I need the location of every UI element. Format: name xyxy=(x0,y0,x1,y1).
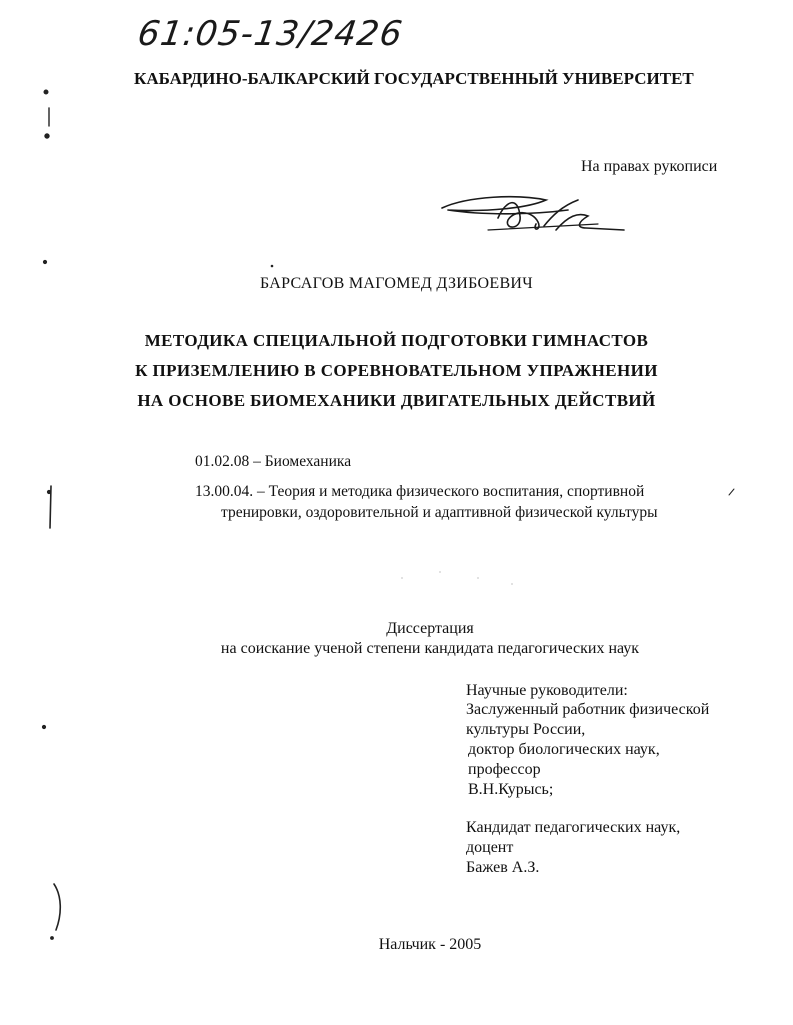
supervisor-2-line: Кандидат педагогических наук, xyxy=(466,819,681,836)
supervisor-1-line: Заслуженный работник физической xyxy=(466,701,710,718)
supervisor-1-line: профессор xyxy=(468,761,541,778)
dissertation-title-line-2: К ПРИЗЕМЛЕНИЮ В СОРЕВНОВАТЕЛЬНОМ УПРАЖНЕНИИ xyxy=(135,361,658,380)
scan-speck xyxy=(43,260,46,263)
supervisor-1-name: В.Н.Курысь; xyxy=(468,781,554,798)
scan-speck xyxy=(439,571,440,572)
scan-speck xyxy=(271,265,273,267)
rights-note: На правах рукописи xyxy=(581,158,718,175)
scan-speck xyxy=(45,134,49,138)
university-name: КАБАРДИНО-БАЛКАРСКИЙ ГОСУДАРСТВЕННЫЙ УНИВЕРСИТЕТ xyxy=(134,69,694,88)
scan-speck xyxy=(401,577,402,578)
dissertation-title-line-1: МЕТОДИКА СПЕЦИАЛЬНОЙ ПОДГОТОВКИ ГИМНАСТОВ xyxy=(144,331,649,350)
scan-streak xyxy=(729,489,734,495)
dissertation-title-line-3: НА ОСНОВЕ БИОМЕХАНИКИ ДВИГАТЕЛЬНЫХ ДЕЙСТВИЙ xyxy=(137,391,656,410)
supervisor-1-line: доктор биологических наук, xyxy=(468,741,660,758)
scan-speck xyxy=(511,583,512,584)
specialty-physical-education-line-1: 13.00.04. – Теория и методика физического воспитания, спортивной xyxy=(195,483,645,500)
supervisor-2-line: доцент xyxy=(466,839,514,856)
supervisor-2-name: Бажев А.З. xyxy=(466,859,540,876)
scan-streak xyxy=(54,884,60,930)
scan-speck xyxy=(42,725,45,728)
specialty-biomechanics: 01.02.08 – Биомеханика xyxy=(195,453,352,470)
supervisors-heading: Научные руководители: xyxy=(466,682,628,699)
author-name: БАРСАГОВ МАГОМЕД ДЗИБОЕВИЧ xyxy=(260,275,533,292)
degree-description: на соискание ученой степени кандидата педагогических наук xyxy=(220,640,640,657)
scan-speck xyxy=(44,90,48,94)
specialty-physical-education-line-2: тренировки, оздоровительной и адаптивной физической культуры xyxy=(221,504,658,521)
dissertation-label: Диссертация xyxy=(386,620,474,637)
scan-speck xyxy=(47,490,50,493)
scan-streak xyxy=(50,486,51,528)
city-year-footer: Нальчик - 2005 xyxy=(378,936,482,953)
catalog-number-handwritten: 61:05-13/2426 xyxy=(135,14,406,54)
scan-speck xyxy=(477,577,478,578)
author-signature xyxy=(428,186,638,246)
supervisor-1-line: культуры России, xyxy=(466,721,586,738)
